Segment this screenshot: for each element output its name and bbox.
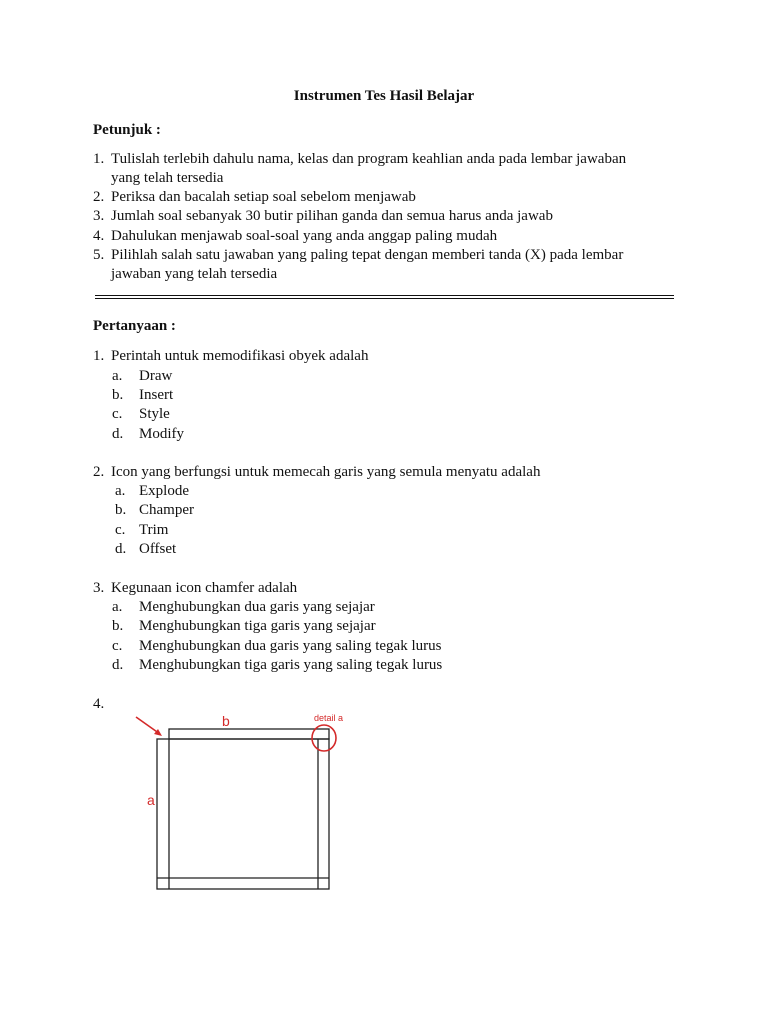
instruction-number: 1. <box>93 151 105 167</box>
question-number: 4. <box>93 696 105 712</box>
questions-heading: Pertanyaan : <box>93 318 176 334</box>
option-letter: b. <box>112 618 124 634</box>
instruction-text: Periksa dan bacalah setiap soal sebelom menjawab <box>111 189 416 205</box>
option-letter: d. <box>112 657 124 673</box>
question-number: 3. <box>93 580 105 596</box>
question-text: Perintah untuk memodifikasi obyek adalah <box>111 348 369 364</box>
option-text: Menghubungkan tiga garis yang saling tegak lurus <box>139 657 443 673</box>
option-letter: a. <box>115 483 126 499</box>
top-member <box>169 729 329 739</box>
instruction-number: 4. <box>93 228 105 244</box>
option-letter: d. <box>112 426 124 442</box>
option-text: Draw <box>139 368 173 384</box>
frame-diagram <box>125 705 355 900</box>
option-text: Offset <box>139 541 177 557</box>
instruction-number: 5. <box>93 247 105 263</box>
label-a: a <box>147 792 155 808</box>
option-letter: c. <box>112 638 123 654</box>
instruction-text: Tulislah terlebih dahulu nama, kelas dan program keahlian anda pada lembar jawaban <box>111 151 627 167</box>
frame-lines <box>157 729 329 889</box>
option-text: Menghubungkan dua garis yang sejajar <box>139 599 375 615</box>
instruction-number: 3. <box>93 208 105 224</box>
question-text: Kegunaan icon chamfer adalah <box>111 580 298 596</box>
option-letter: a. <box>112 599 123 615</box>
label-detail-a: detail a <box>314 713 344 723</box>
instructions-heading: Petunjuk : <box>93 122 161 138</box>
instruction-text: Pilihlah salah satu jawaban yang paling tepat dengan memberi tanda (X) pada lembar <box>111 247 624 263</box>
option-text: Explode <box>139 483 189 499</box>
option-text: Champer <box>139 502 194 518</box>
question-text: Icon yang berfungsi untuk memecah garis yang semula menyatu adalah <box>111 464 541 480</box>
label-b: b <box>222 713 230 729</box>
option-text: Menghubungkan tiga garis yang sejajar <box>139 618 376 634</box>
divider-line-top <box>95 295 674 296</box>
document-title: Instrumen Tes Hasil Belajar <box>293 88 475 104</box>
instruction-number: 2. <box>93 189 105 205</box>
instruction-text: Dahulukan menjawab soal-soal yang anda anggap paling mudah <box>111 228 498 244</box>
option-letter: c. <box>115 522 126 538</box>
option-text: Menghubungkan dua garis yang saling tegak lurus <box>139 638 442 654</box>
option-letter: d. <box>115 541 127 557</box>
option-letter: b. <box>115 502 127 518</box>
option-text: Insert <box>139 387 174 403</box>
question-number: 2. <box>93 464 105 480</box>
option-letter: b. <box>112 387 124 403</box>
instruction-text-continued: jawaban yang telah tersedia <box>111 266 278 282</box>
option-letter: a. <box>112 368 123 384</box>
option-text: Modify <box>139 426 184 442</box>
instruction-text-continued: yang telah tersedia <box>111 170 224 186</box>
outer-frame <box>157 739 329 889</box>
instruction-text: Jumlah soal sebanyak 30 butir pilihan ganda dan semua harus anda jawab <box>111 208 553 224</box>
question-number: 1. <box>93 348 105 364</box>
option-text: Style <box>139 406 170 422</box>
option-text: Trim <box>139 522 169 538</box>
divider-line-bottom <box>95 298 674 299</box>
option-letter: c. <box>112 406 123 422</box>
